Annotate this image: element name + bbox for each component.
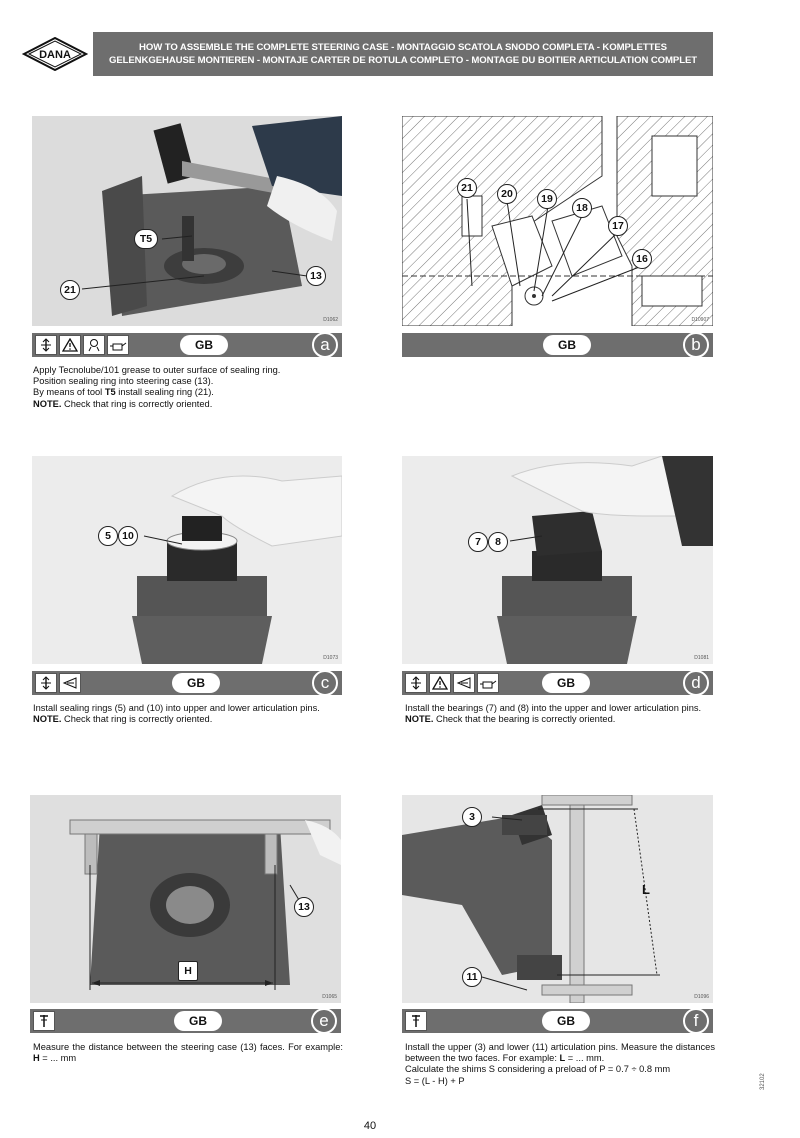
press-fit-icon xyxy=(35,335,57,355)
callout-13: 13 xyxy=(306,266,326,286)
callout-tool-t5: T5 xyxy=(134,229,158,249)
photo-e-measure-case xyxy=(30,795,341,1003)
caption-c-text: Install sealing rings (5) and (10) into upper and lower articulation pins. xyxy=(33,703,320,713)
caption-f-text: Install the upper (3) and lower (11) articulation pins. Measure the distances between the two faces. For example: xyxy=(405,1042,715,1064)
caption-e-h-label: H xyxy=(33,1053,40,1064)
caption-d-text: Install the bearings (7) and (8) into the upper and lower articulation pins. xyxy=(405,703,702,713)
language-badge-gb: GB xyxy=(180,335,228,355)
oil-can-icon xyxy=(477,673,499,693)
header-title-line-1: HOW TO ASSEMBLE THE COMPLETE STEERING CASE - MONTAGGIO SCATOLA SNODO COMPLETA - KOMPLETTES xyxy=(139,42,667,53)
caption-a-line-1: Apply Tecnolube/101 grease to outer surface of sealing ring. xyxy=(33,365,281,375)
callout-16: 16 xyxy=(632,249,652,269)
warning-icon xyxy=(429,673,451,693)
caption-a-line-2: Position sealing ring into steering case (13). xyxy=(33,376,214,387)
step-label-b: b xyxy=(683,332,709,358)
caption-f-text-mid: = ... mm. xyxy=(565,1053,605,1064)
caption-c xyxy=(33,703,343,725)
page-number: 40 xyxy=(363,1120,377,1132)
caption-a-tool-ref: T5 xyxy=(104,387,116,398)
panel-f-bar xyxy=(402,1009,713,1033)
press-fit-icon xyxy=(35,673,57,693)
oil-can-icon xyxy=(107,335,129,355)
callout-21: 21 xyxy=(60,280,80,300)
caption-f-preload: Calculate the shims S considering a preload of P = 0.7 ÷ 0.8 mm xyxy=(405,1064,671,1075)
callout-19: 19 xyxy=(537,189,557,209)
callout-18: 18 xyxy=(572,198,592,218)
dimension-label-l: L xyxy=(642,881,650,897)
panel-b-bar xyxy=(402,333,713,357)
photo-d-bearings-install xyxy=(402,456,713,664)
photo-f-articulation-pins xyxy=(402,795,713,1003)
caption-f xyxy=(405,1042,715,1087)
callout-10: 10 xyxy=(118,526,138,546)
caliper-icon xyxy=(33,1011,55,1031)
grease-icon xyxy=(83,335,105,355)
callout-13: 13 xyxy=(294,897,314,917)
callout-7: 7 xyxy=(468,532,488,552)
language-badge-gb: GB xyxy=(542,1011,590,1031)
press-fit-icon xyxy=(405,673,427,693)
callout-11: 11 xyxy=(462,967,482,987)
caption-c-note-label: NOTE. xyxy=(33,714,62,725)
caption-a-line-3a: By means of tool xyxy=(33,387,105,398)
caption-d-note-label: NOTE. xyxy=(405,714,434,725)
caliper-icon xyxy=(405,1011,427,1031)
panel-c-bar xyxy=(32,671,342,695)
callout-5: 5 xyxy=(98,526,118,546)
photo-a-sealing-ring-install xyxy=(32,116,342,326)
header-title-line-2: GELENKGEHAUSE MONTIEREN - MONTAJE CARTER DE ROTULA COMPLETO - MONTAGE DU BOITIER ARTICULATION COMPLET xyxy=(108,55,698,66)
caption-a-note-label: NOTE. xyxy=(33,398,62,409)
photo-code: D1081 xyxy=(694,655,709,661)
page-header xyxy=(93,32,713,76)
language-badge-gb: GB xyxy=(543,335,591,355)
hammer-tool-icon xyxy=(59,673,81,693)
caption-e-text: Measure the distance between the steering case (13) faces. For example: xyxy=(33,1042,343,1052)
callout-20: 20 xyxy=(497,184,517,204)
document-code: 32102 xyxy=(760,1073,766,1090)
photo-code: D1096 xyxy=(694,994,709,1000)
language-badge-gb: GB xyxy=(174,1011,222,1031)
caption-f-l-label: L xyxy=(559,1053,566,1064)
caption-e-text-end: = ... mm xyxy=(39,1053,77,1064)
callout-21: 21 xyxy=(457,178,477,198)
caption-d-note-text: Check that the bearing is correctly oriented. xyxy=(433,714,616,725)
panel-a-bar xyxy=(32,333,342,357)
step-label-a: a xyxy=(312,332,338,358)
diagram-code: D10907 xyxy=(691,317,709,323)
caption-a-note-text: Check that ring is correctly oriented. xyxy=(61,398,213,409)
panel-e-bar xyxy=(30,1009,341,1033)
step-label-d: d xyxy=(683,670,709,696)
step-label-e: e xyxy=(311,1008,337,1034)
logo-text: DANA xyxy=(39,49,71,61)
callout-3: 3 xyxy=(462,807,482,827)
callout-17: 17 xyxy=(608,216,628,236)
language-badge-gb: GB xyxy=(172,673,220,693)
callout-8: 8 xyxy=(488,532,508,552)
caption-c-note-text: Check that ring is correctly oriented. xyxy=(61,714,213,725)
diagram-b-bearing-section xyxy=(402,116,713,326)
caption-d xyxy=(405,703,715,725)
photo-code: D1073 xyxy=(323,655,338,661)
warning-icon xyxy=(59,335,81,355)
dimension-label-h: H xyxy=(178,961,198,981)
caption-a xyxy=(33,365,343,410)
photo-code: D1065 xyxy=(322,994,337,1000)
photo-c-sealing-rings-pins xyxy=(32,456,342,664)
caption-e xyxy=(33,1042,343,1064)
step-label-f: f xyxy=(683,1008,709,1034)
step-label-c: c xyxy=(312,670,338,696)
dana-logo xyxy=(22,37,88,71)
photo-code: D1062 xyxy=(323,317,338,323)
caption-a-line-3b: install sealing ring (21). xyxy=(115,387,214,398)
language-badge-gb: GB xyxy=(542,673,590,693)
caption-f-formula: S = (L - H) + P xyxy=(405,1075,465,1086)
hammer-tool-icon xyxy=(453,673,475,693)
panel-d-bar xyxy=(402,671,713,695)
